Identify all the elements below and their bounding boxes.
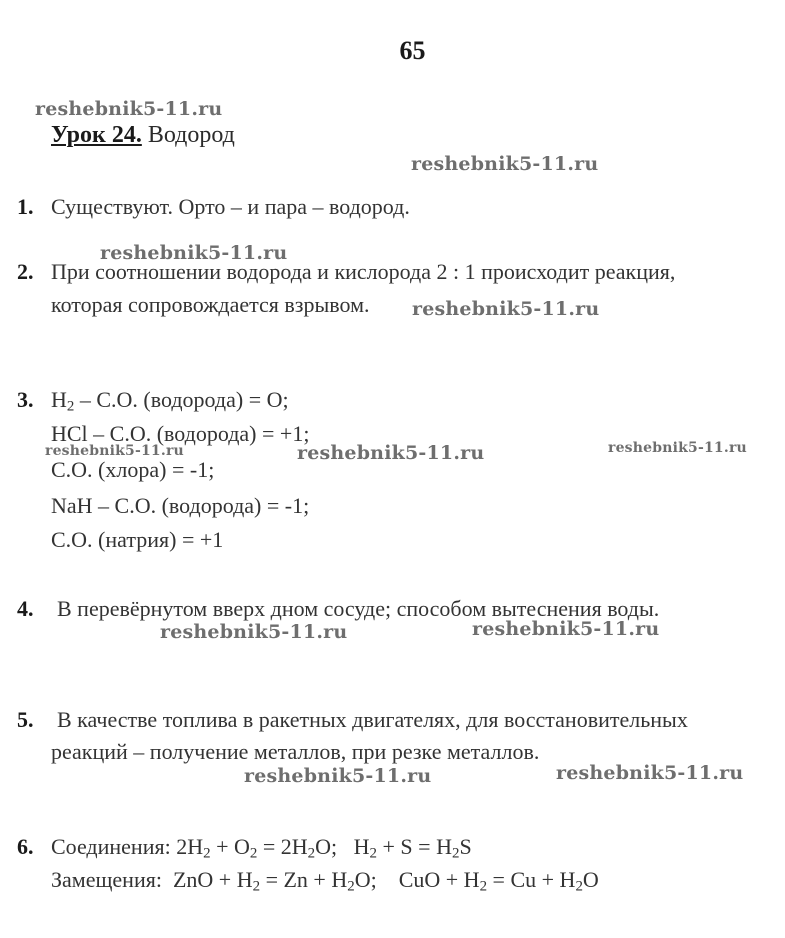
- answer-line: HCl – C.O. (водорода) = +1;: [51, 421, 310, 446]
- watermark: reshebnik5-11.ru: [472, 618, 660, 640]
- page-number: 65: [399, 36, 426, 65]
- watermark: reshebnik5-11.ru: [297, 442, 485, 464]
- reaction-type-label: Замещения:: [51, 867, 162, 892]
- lesson-title: [51, 122, 235, 149]
- watermark: reshebnik5-11.ru: [100, 242, 288, 264]
- item-number: 5.: [17, 707, 34, 732]
- answer-line: С.О. (хлора) = -1;: [51, 457, 215, 482]
- watermark: reshebnik5-11.ru: [411, 153, 599, 175]
- answer-line: С.О. (натрия) = +1: [51, 527, 224, 552]
- answer-line: NaH – C.O. (водорода) = -1;: [51, 493, 310, 518]
- answer-line: $H_2 - С.О$. (водорода) = О;: [51, 387, 289, 415]
- answer-line: Существуют. Орто – и пара – водород.: [51, 194, 410, 219]
- lesson-topic: Водород: [147, 122, 235, 148]
- watermark: reshebnik5-11.ru: [160, 621, 348, 643]
- watermark: reshebnik5-11.ru: [556, 762, 744, 784]
- lesson-label: Урок 24.: [51, 122, 142, 148]
- watermark: reshebnik5-11.ru: [412, 298, 600, 320]
- reaction-type-label: Соединения:: [51, 834, 171, 859]
- item-number: 4.: [17, 596, 34, 621]
- watermark: reshebnik5-11.ru: [45, 443, 184, 459]
- watermark: reshebnik5-11.ru: [35, 98, 223, 120]
- equation-line: Соединения: $2H_2 + O_2 = 2H_2O$; $H_2 + S = H_2S$: [51, 834, 472, 862]
- item-number: 3.: [17, 387, 34, 412]
- watermark: reshebnik5-11.ru: [244, 765, 432, 787]
- answer-line: реакций – получение металлов, при резке металлов.: [51, 739, 540, 764]
- item-number: 1.: [17, 194, 34, 219]
- answer-line: В качестве топлива в ракетных двигателях, для восстановительных: [57, 707, 688, 732]
- answer-line: В перевёрнутом вверх дном сосуде; способом вытеснения воды.: [57, 596, 660, 621]
- watermark: reshebnik5-11.ru: [608, 440, 747, 456]
- item-number: 6.: [17, 834, 34, 859]
- item-number: 2.: [17, 259, 34, 284]
- answer-line: При соотношении водорода и кислорода 2 : 1 происходит реакция,: [51, 259, 676, 284]
- answer-line: которая сопровождается взрывом.: [51, 292, 370, 317]
- answer-line-text: – С.О. (водорода) = О;: [79, 387, 289, 412]
- equation-line: Замещения: ZnO + $H_2 = Zn + H_2O$; CuO + $H_2 = Cu + H_2O$: [51, 867, 599, 895]
